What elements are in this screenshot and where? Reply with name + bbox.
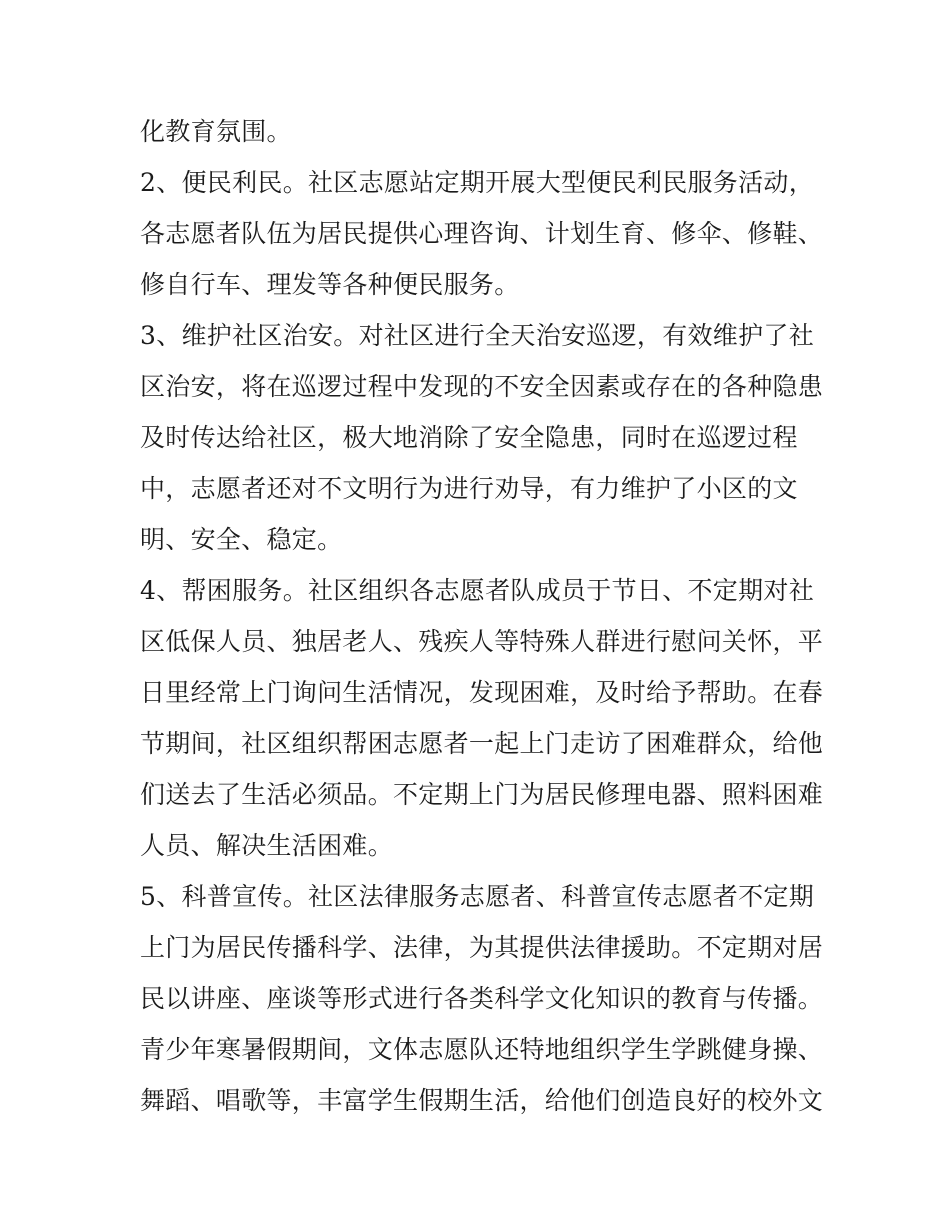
- text-line: 明、安全、稳定。: [140, 525, 343, 554]
- text-line: 2、便民利民。社区志愿站定期开展大型便民利民服务活动，: [140, 168, 815, 197]
- text-line: 中，志愿者还对不文明行为进行劝导，有力维护了小区的文: [140, 474, 798, 503]
- text-line: 5、科普宣传。社区法律服务志愿者、科普宣传志愿者不定期: [140, 882, 815, 911]
- text-line: 上门为居民传播科学、法律，为其提供法律援助。不定期对居: [140, 933, 824, 962]
- text-line: 各志愿者队伍为居民提供心理咨询、计划生育、修伞、修鞋、: [140, 219, 824, 248]
- text-line: 青少年寒暑假期间，文体志愿队还特地组织学生学跳健身操、: [140, 1035, 824, 1064]
- text-line: 们送去了生活必须品。不定期上门为居民修理电器、照料困难: [140, 780, 824, 809]
- text-line: 3、维护社区治安。对社区进行全天治安巡逻，有效维护了社: [140, 321, 815, 350]
- text-line: 化教育氛围。: [140, 117, 292, 146]
- document-body-text: [140, 106, 824, 1126]
- text-line: 日里经常上门询问生活情况，发现困难，及时给予帮助。在春: [140, 678, 824, 707]
- text-line: 4、帮困服务。社区组织各志愿者队成员于节日、不定期对社: [140, 576, 815, 605]
- text-line: 区低保人员、独居老人、残疾人等特殊人群进行慰问关怀，平: [140, 627, 824, 656]
- text-line: 修自行车、理发等各种便民服务。: [140, 270, 520, 299]
- text-line: 舞蹈、唱歌等，丰富学生假期生活，给他们创造良好的校外文: [140, 1086, 824, 1115]
- text-line: 人员、解决生活困难。: [140, 831, 394, 860]
- text-line: 民以讲座、座谈等形式进行各类科学文化知识的教育与传播。: [140, 984, 824, 1013]
- text-line: 节期间，社区组织帮困志愿者一起上门走访了困难群众，给他: [140, 729, 824, 758]
- text-line: 及时传达给社区，极大地消除了安全隐患，同时在巡逻过程: [140, 423, 798, 452]
- text-line: 区治安，将在巡逻过程中发现的不安全因素或存在的各种隐患: [140, 372, 824, 401]
